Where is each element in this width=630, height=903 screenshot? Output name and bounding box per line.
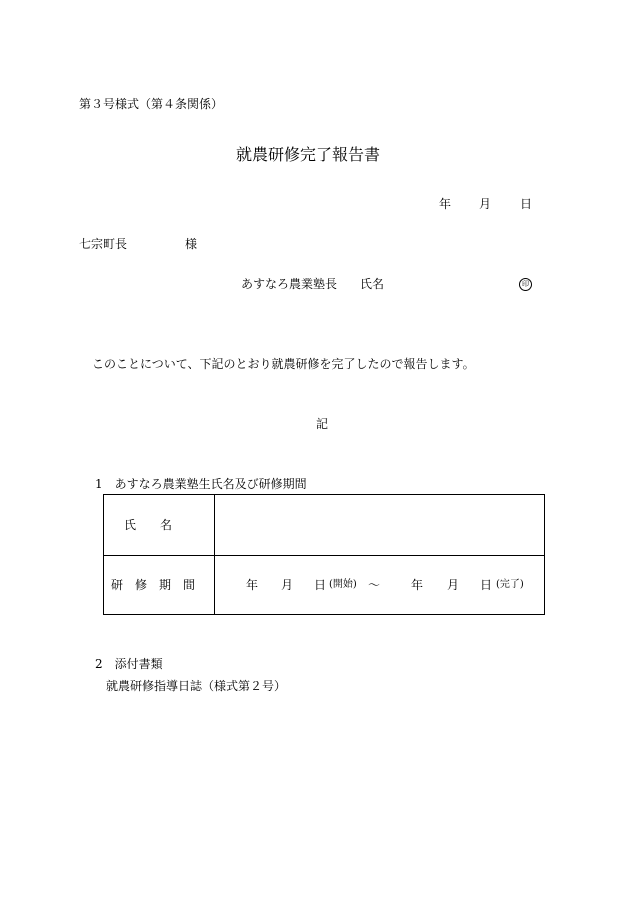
section2-heading: 2 添付書類 <box>95 657 163 671</box>
body-text: このことについて、下記のとおり就農研修を完了したので報告します。 <box>92 357 475 371</box>
date-day: 日 <box>520 197 533 211</box>
section1-heading: 1 あすなろ農業塾生氏名及び研修期間 <box>95 477 307 491</box>
period-tilde: 〜 <box>368 578 381 592</box>
addressee-name: 七宗町長 <box>79 237 128 251</box>
end-year: 年 <box>411 578 424 592</box>
start-day: 日 <box>314 578 327 592</box>
end-month: 月 <box>447 578 460 592</box>
start-month: 月 <box>281 578 294 592</box>
end-tag: (完了) <box>496 579 524 590</box>
document-title: 就農研修完了報告書 <box>236 145 381 164</box>
name-label: 氏 名 <box>124 518 173 532</box>
period-label: 研 修 期 間 <box>111 578 196 592</box>
date-year: 年 <box>439 197 452 211</box>
seal-icon: 印 <box>519 278 532 291</box>
trainee-table <box>103 494 545 615</box>
sender-name-label: 氏名 <box>360 277 385 291</box>
table-divider-horizontal <box>104 555 544 556</box>
start-year: 年 <box>246 578 259 592</box>
date-month: 月 <box>479 197 492 211</box>
ki-label: 記 <box>316 417 329 431</box>
sender-org: あすなろ農業塾長 <box>241 277 338 291</box>
start-tag: (開始) <box>329 579 357 590</box>
addressee-honorific: 様 <box>185 237 198 251</box>
end-day: 日 <box>480 578 493 592</box>
form-number: 第３号様式（第４条関係） <box>79 97 224 111</box>
attachment-item: 就農研修指導日誌（様式第２号） <box>106 679 287 693</box>
